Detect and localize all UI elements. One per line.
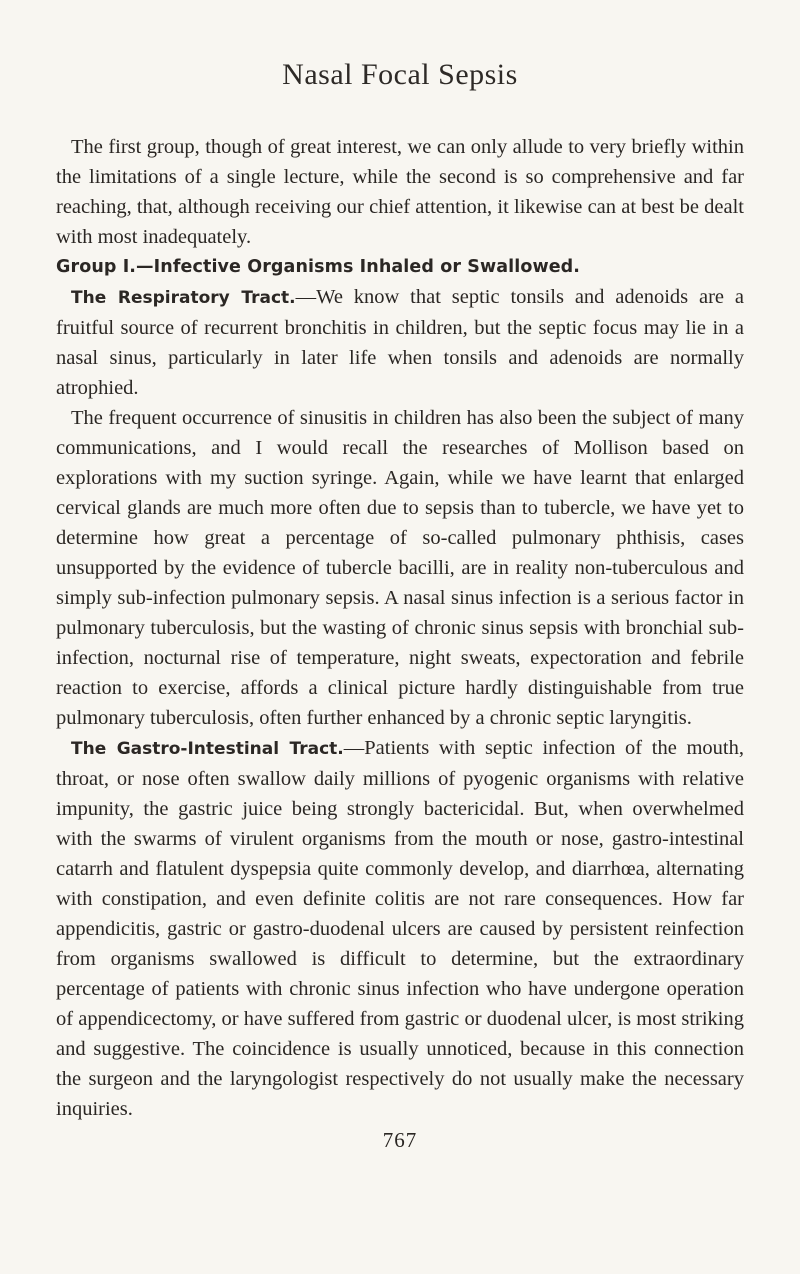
gastro-paragraph	[56, 733, 744, 1124]
running-head: Nasal Focal Sepsis	[282, 58, 518, 91]
respiratory-paragraph	[56, 282, 744, 403]
page-number: 767	[382, 1128, 418, 1152]
sinusitis-paragraph: The frequent occurrence of sinusitis in children has also been the subject of many communications, and I would recall the researches of Mollison based on explorations with my suction syringe. Again, while we have learnt that enlarged cervical glands are much more often due to sepsis than to tubercle, we have yet to determine how great a percentage of so-called pulmonary phthisis, cases unsupported by the evidence of tubercle bacilli, are in reality non-tuberculous and simply sub-infection pulmonary sepsis. A nasal sinus infection is a serious factor in pulmonary tuberculosis, but the wasting of chronic sinus sepsis with bronchial sub-infection, nocturnal rise of temperature, night sweats, expectoration and febrile reaction to exercise, affords a clinical picture hardly distinguishable from true pulmonary tuberculosis, often further enhanced by a chronic septic laryngitis.	[56, 407, 744, 729]
intro-paragraph: The first group, though of great interest, we can only allude to very briefly within the limitations of a single lecture, while the second is so comprehensive and far reaching, that, although receiving our chief attention, it likewise can at best be dealt with most inadequately.	[56, 136, 744, 248]
respiratory-heading: The Respiratory Tract.	[71, 288, 296, 308]
group-heading: Group I.—Infective Organisms Inhaled or Swallowed.	[56, 257, 581, 277]
body-text	[56, 132, 744, 1124]
gastro-heading: The Gastro-Intestinal Tract.	[71, 739, 344, 759]
respiratory-text: —We know that septic tonsils and adenoids are a fruitful source of recurrent bronchitis in children, but the septic focus may lie in a nasal sinus, particularly in later life when tonsils and adenoids are normally atrophied.	[56, 286, 744, 399]
gastro-text: —Patients with septic infection of the mouth, throat, or nose often swallow daily millions of pyogenic organisms with relative impunity, the gastric juice being strongly bactericidal. But, when overwhelmed with the swarms of virulent organisms from the mouth or nose, gastro-intestinal catarrh and flatulent dyspepsia quite commonly develop, and diarrhœa, alternating with constipation, and even definite colitis are not rare consequences. How far appendicitis, gastric or gastro-duodenal ulcers are caused by persistent reinfection from organisms swallowed is difficult to determine, but the extraordinary percentage of patients with chronic sinus infection who have undergone operation of appendicectomy, or have suffered from gastric or duodenal ulcer, is most striking and suggestive. The coincidence is usually unnoticed, because in this connection the surgeon and the laryngologist respectively do not usually make the necessary inquiries.	[56, 737, 744, 1120]
